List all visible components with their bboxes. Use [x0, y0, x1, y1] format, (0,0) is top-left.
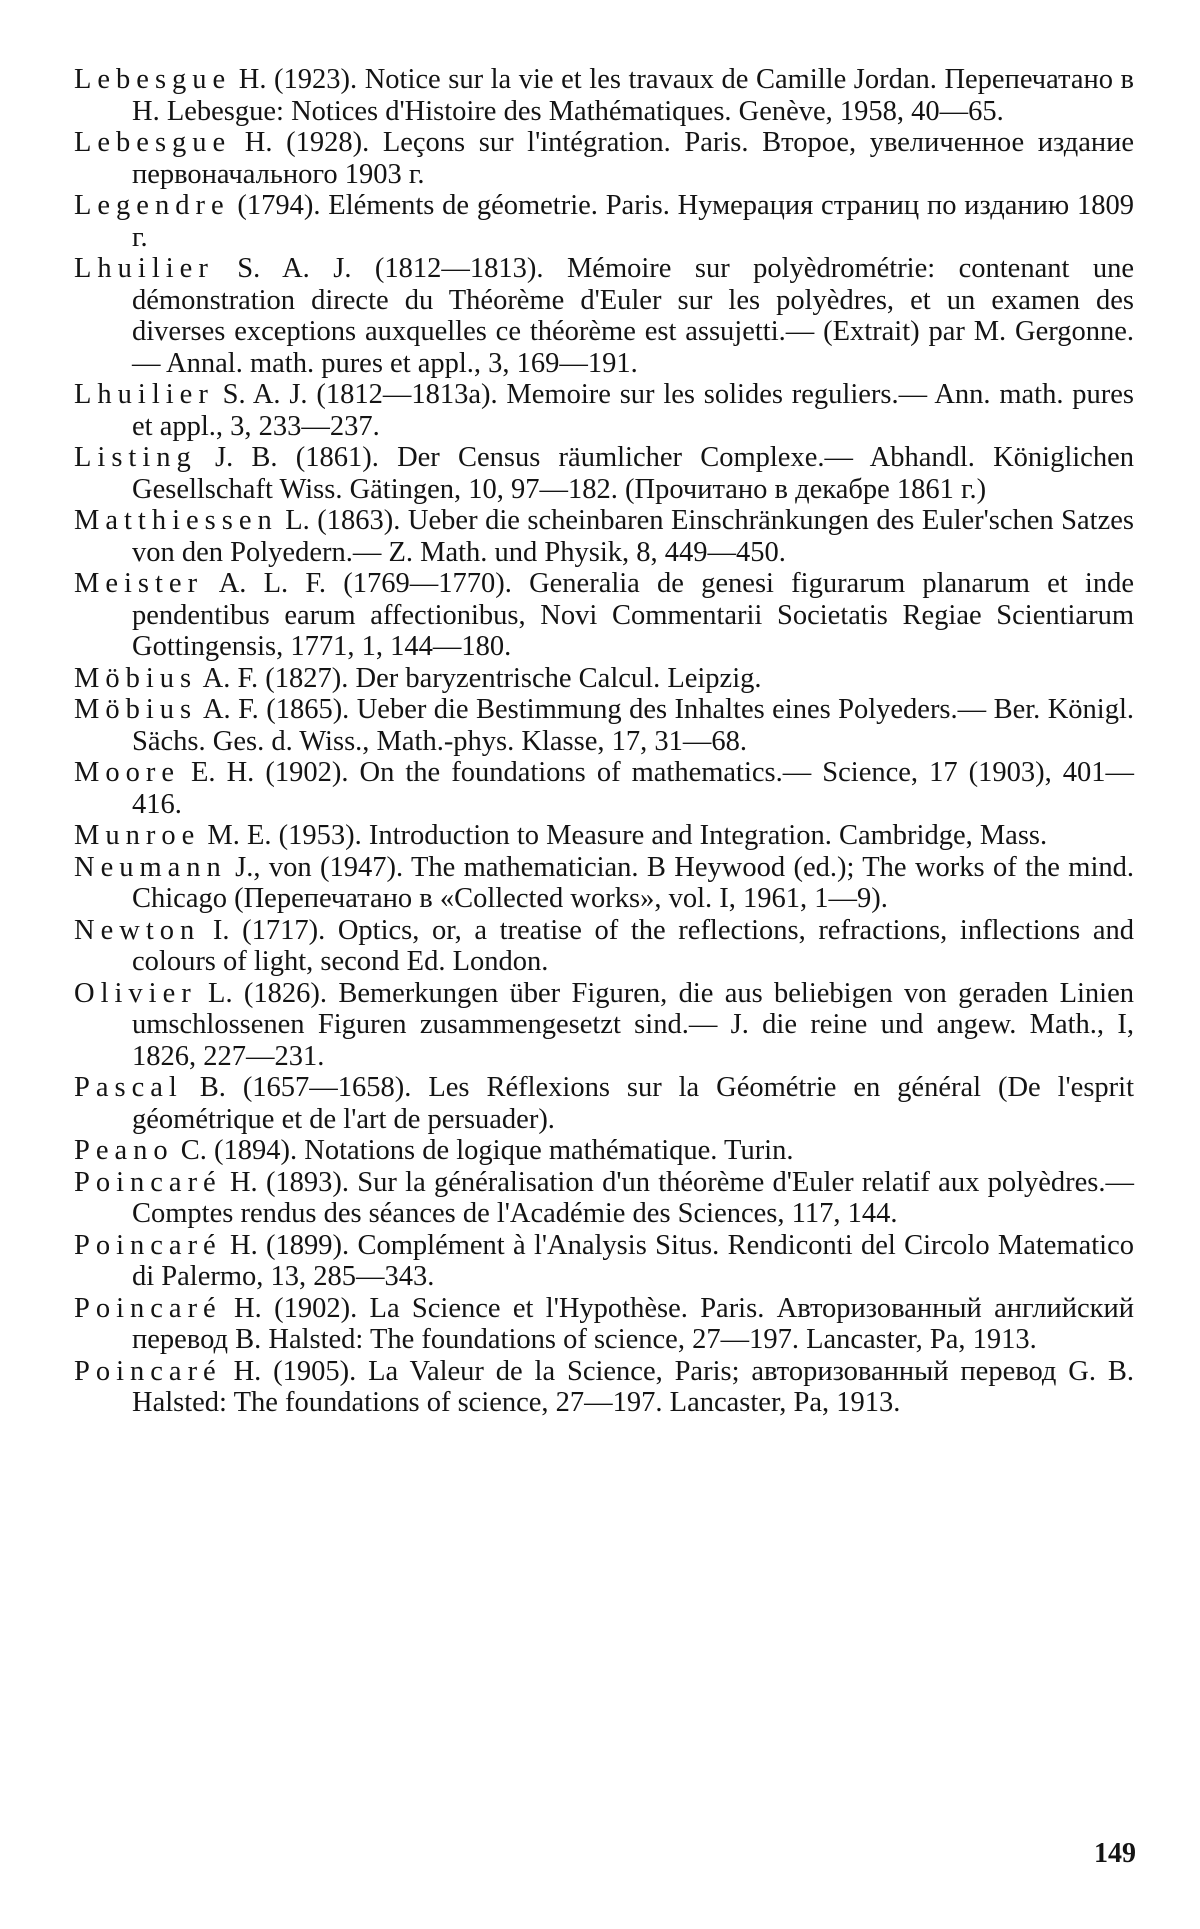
- entry-author-surname: Peano: [74, 1135, 174, 1166]
- entry-citation-text: S. A. J. (1812—1813a). Memoire sur les solides reguliers.— Ann. math. pures et appl., 3, 233—237.: [132, 379, 1134, 442]
- entry-citation-text: A. F. (1827). Der baryzentrische Calcul. Leipzig.: [197, 662, 762, 694]
- bibliography-entry: [74, 820, 1134, 852]
- entry-author-surname: Poincaré: [74, 1229, 222, 1261]
- entry-author-surname: Lebesgue: [74, 127, 232, 158]
- bibliography-entry: [74, 127, 1134, 190]
- entry-author-surname: Poincaré: [74, 1355, 222, 1387]
- bibliography-entry: [74, 694, 1134, 757]
- entry-citation-text: H. (1928). Leçons sur l'intégration. Paris. Второе, увеличенное издание первоначального 1903 г.: [132, 127, 1134, 190]
- bibliography-entry: [74, 568, 1134, 663]
- bibliography-entry: [74, 663, 1134, 695]
- bibliography-entry: [74, 915, 1134, 978]
- entry-author-surname: Lhuilier: [74, 379, 214, 410]
- bibliography-list: [74, 64, 1134, 1419]
- entry-author-surname: Pascal: [74, 1072, 183, 1103]
- bibliography-entry: [74, 1167, 1134, 1230]
- entry-author-surname: Poincaré: [74, 1166, 222, 1198]
- bibliography-entry: [74, 1356, 1134, 1419]
- entry-citation-text: E. H. (1902). On the foundations of mathematics.— Science, 17 (1903), 401—416.: [132, 757, 1134, 820]
- entry-citation-text: H. (1902). La Science et l'Hypothèse. Paris. Авторизованный английский перевод B. Halsted: The foundations of science, 27—197. Lancaster, Pa, 1913.: [132, 1292, 1134, 1355]
- bibliography-entry: [74, 1293, 1134, 1356]
- bibliography-entry: [74, 1230, 1134, 1293]
- entry-author-surname: Munroe: [74, 820, 201, 851]
- entry-citation-text: H. (1893). Sur la généralisation d'un théorème d'Euler relatif aux polyèdres.— Comptes rendus des séances de l'Académie des Sciences, 117, 144.: [132, 1166, 1134, 1229]
- page-number: 149: [1094, 1838, 1136, 1869]
- bibliography-entry: [74, 1072, 1134, 1135]
- bibliography-entry: [74, 379, 1134, 442]
- entry-author-surname: Listing: [74, 442, 197, 473]
- entry-citation-text: M. E. (1953). Introduction to Measure and Integration. Cambridge, Mass.: [200, 820, 1048, 851]
- entry-author-surname: Möbius: [74, 662, 198, 694]
- bibliography-entry: [74, 978, 1134, 1073]
- entry-citation-text: J. B. (1861). Der Census räumlicher Complexe.— Abhandl. Königlichen Gesellschaft Wiss. Gätingen, 10, 97—182. (Прочитано в декабре 1861 г.): [132, 442, 1134, 505]
- entry-author-surname: Lebesgue: [74, 64, 232, 95]
- bibliography-entry: [74, 505, 1134, 568]
- entry-author-surname: Olivier: [74, 977, 197, 1009]
- entry-citation-text: B. (1657—1658). Les Réflexions sur la Géométrie en général (De l'esprit géométrique et de l'art de persuader).: [132, 1072, 1134, 1135]
- bibliography-entry: [74, 442, 1134, 505]
- bibliography-entry: [74, 852, 1134, 915]
- entry-citation-text: I. (1717). Optics, or, a treatise of the reflections, refractions, inflections and colours of light, second Ed. London.: [132, 914, 1134, 977]
- entry-author-surname: Legendre: [74, 190, 230, 221]
- entry-citation-text: H. (1905). La Valeur de la Science, Paris; авторизованный перевод G. B. Halsted: The foundations of science, 27—197. Lancaster, Pa, 1913.: [132, 1355, 1134, 1418]
- bibliography-entry: [74, 190, 1134, 253]
- entry-author-surname: Poincaré: [74, 1292, 222, 1324]
- entry-citation-text: H. (1923). Notice sur la vie et les travaux de Camille Jordan. Перепечатано в H. Lebesgue: Notices d'Histoire des Mathématiques. Genève, 1958, 40—65.: [132, 64, 1134, 127]
- bibliography-entry: [74, 253, 1134, 379]
- entry-author-surname: Matthiessen: [74, 505, 278, 536]
- entry-citation-text: L. (1826). Bemerkungen über Figuren, die aus beliebigen von geraden Linien umschlossenen Figuren zusammengesetzt sind.— J. die reine und angew. Math., I, 1826, 227—231.: [132, 977, 1134, 1072]
- entry-author-surname: Meister: [74, 568, 204, 599]
- entry-citation-text: A. F. (1865). Ueber die Bestimmung des Inhaltes eines Polyeders.— Ber. Königl. Sächs. Ges. d. Wiss., Math.-phys. Klasse, 17, 31—68.: [132, 694, 1134, 757]
- entry-author-surname: Neumann: [74, 851, 227, 883]
- bibliography-entry: [74, 1135, 1134, 1167]
- entry-citation-text: H. (1899). Complément à l'Analysis Situs. Rendiconti del Circolo Matematico di Palermo, 13, 285—343.: [132, 1229, 1134, 1292]
- entry-author-surname: Moore: [74, 757, 180, 788]
- entry-citation-text: (1794). Eléments de géometrie. Paris. Нумерация страниц по изданию 1809 г.: [132, 190, 1134, 253]
- entry-citation-text: A. L. F. (1769—1770). Generalia de genesi figurarum planarum et inde pendentibus earum affectionibus, Novi Commentarii Societatis Regiae Scientiarum Gottingensis, 1771, 1, 144—180.: [132, 568, 1134, 662]
- bibliography-entry: [74, 64, 1134, 127]
- bibliography-entry: [74, 757, 1134, 820]
- entry-citation-text: C. (1894). Notations de logique mathématique. Turin.: [173, 1135, 794, 1166]
- entry-citation-text: S. A. J. (1812—1813). Mémoire sur polyèdrométrie: contenant une démonstration directe du Théorème d'Euler sur les polyèdres, et un examen des diverses exceptions auxquelles ce théorème est assujetti.— (Extrait) par M. Gergonne.— Annal. math. pures et appl., 3, 169—191.: [132, 253, 1134, 379]
- entry-citation-text: J., von (1947). The mathematician. B Heywood (ed.); The works of the mind. Chicago (Перепечатано в «Collected works», vol. I, 1961, 1—9).: [132, 851, 1134, 914]
- entry-author-surname: Möbius: [74, 694, 198, 725]
- entry-citation-text: L. (1863). Ueber die scheinbaren Einschränkungen des Euler'schen Satzes von den Polyedern.— Z. Math. und Physik, 8, 449—450.: [132, 505, 1134, 568]
- entry-author-surname: Newton: [74, 914, 201, 946]
- entry-author-surname: Lhuilier: [74, 253, 214, 284]
